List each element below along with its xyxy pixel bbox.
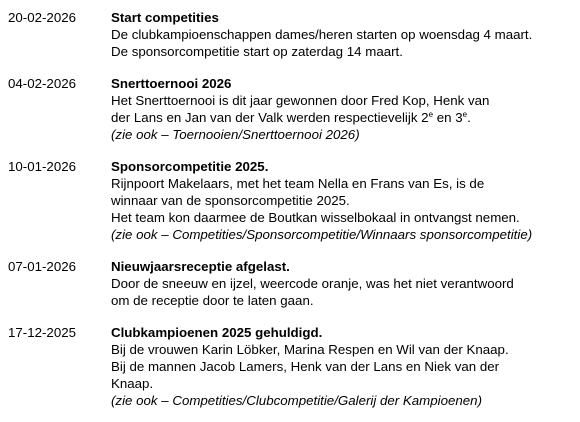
news-reference: (zie ook – Toernooien/Snerttoernooi 2026) xyxy=(111,127,360,142)
news-date: 20-02-2026 xyxy=(8,10,77,25)
news-text-line: Bij de mannen Jacob Lamers, Henk van der Lans en Niek van der xyxy=(111,359,500,374)
news-body xyxy=(111,324,573,409)
news-text-line: Het Snerttoernooi is dit jaar gewonnen door Fred Kop, Henk van xyxy=(111,93,490,108)
news-text-line: Door de sneeuw en ijzel, weercode oranje, was het niet verantwoord xyxy=(111,276,514,291)
news-title: Clubkampioenen 2025 gehuldigd. xyxy=(111,325,323,340)
news-text-line xyxy=(111,109,573,126)
news-reference: (zie ook – Competities/Clubcompetitie/Galerij der Kampioenen) xyxy=(111,393,483,408)
ordinal-superscript: e xyxy=(462,110,468,119)
news-text: De clubkampioenschappen dames/heren starten op woensdag 4 maart. xyxy=(111,27,533,42)
news-title: Snerttoernooi 2026 xyxy=(111,76,232,91)
news-text: der Lans en Jan van der Valk werden respectievelijk 2 xyxy=(111,110,429,125)
news-body xyxy=(111,9,573,60)
news-text-line: Knaap. xyxy=(111,376,154,391)
news-date: 10-01-2026 xyxy=(8,159,77,174)
news-text: . xyxy=(467,110,471,125)
news-body xyxy=(111,75,573,143)
news-date: 07-01-2026 xyxy=(8,259,77,274)
news-date: 04-02-2026 xyxy=(8,76,77,91)
news-reference: (zie ook – Competities/Sponsorcompetitie/Winnaars sponsorcompetitie) xyxy=(111,227,533,242)
news-body xyxy=(111,258,573,309)
news-title: Sponsorcompetitie 2025. xyxy=(111,159,269,174)
news-text-line xyxy=(111,26,573,43)
news-title: Nieuwjaarsreceptie afgelast. xyxy=(111,259,290,274)
news-text-line: winnaar van de sponsorcompetitie 2025. xyxy=(111,193,350,208)
news-text-line: om de receptie door te laten gaan. xyxy=(111,293,314,308)
news-text-line: Bij de vrouwen Karin Löbker, Marina Respen en Wil van der Knaap. xyxy=(111,342,509,357)
news-text-line: Het team kon daarmee de Boutkan wisselbokaal in ontvangst nemen. xyxy=(111,210,520,225)
news-body xyxy=(111,158,573,243)
news-title: Start competities xyxy=(111,10,219,25)
news-text-line: Rijnpoort Makelaars, met het team Nella en Frans van Es, is de xyxy=(111,176,485,191)
news-text: en 3 xyxy=(433,110,463,125)
news-date: 17-12-2025 xyxy=(8,325,77,340)
news-text-line: De sponsorcompetitie start op zaterdag 14 maart. xyxy=(111,44,403,59)
ordinal-superscript: e xyxy=(428,110,434,119)
